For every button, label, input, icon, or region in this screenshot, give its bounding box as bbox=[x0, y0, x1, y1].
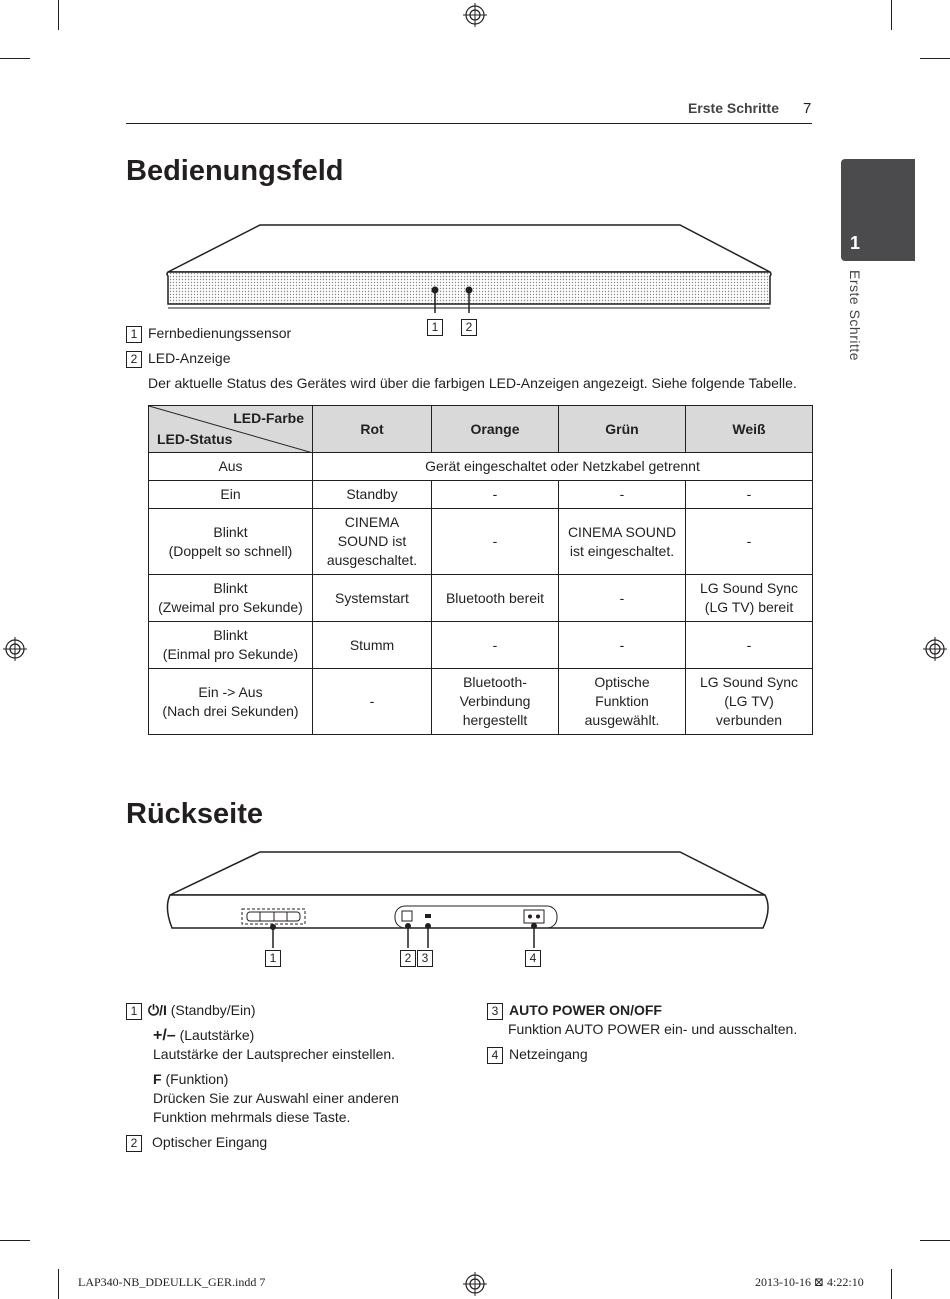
item-label: Netzeingang bbox=[509, 1046, 588, 1062]
cell-line: - bbox=[492, 486, 498, 502]
front-panel-illustration bbox=[160, 218, 780, 313]
value-cell bbox=[686, 509, 813, 575]
item-desc: Drücken Sie zur Auswahl einer anderen bbox=[153, 1090, 399, 1106]
cell-line: Funktion bbox=[595, 693, 649, 709]
status-cell bbox=[149, 481, 313, 509]
cell-line: - bbox=[619, 486, 625, 502]
value-cell bbox=[432, 575, 559, 622]
crop-mark bbox=[891, 1269, 892, 1299]
value-cell bbox=[313, 481, 432, 509]
header-rule bbox=[126, 123, 812, 124]
cell-line: Standby bbox=[346, 486, 398, 502]
footer-datetime: 2013-10-16 ⊠ 4:22:10 bbox=[755, 1275, 864, 1289]
item-label: (Lautstärke) bbox=[179, 1027, 255, 1043]
cell-line: - bbox=[619, 636, 625, 653]
cell-line: - bbox=[492, 533, 498, 549]
cell-line: Verbindung bbox=[459, 693, 531, 709]
merged-cell: Gerät eingeschaltet oder Netzkabel getrennt bbox=[313, 453, 813, 481]
cell-line: ausgewählt. bbox=[584, 712, 660, 728]
item-number-box: 2 bbox=[126, 351, 142, 368]
item-number-box: 4 bbox=[487, 1047, 503, 1064]
status-cell: Aus bbox=[149, 453, 313, 481]
item-label: (Funktion) bbox=[165, 1071, 229, 1087]
cell-line: verbunden bbox=[715, 712, 783, 728]
item-number-box: 3 bbox=[487, 1003, 503, 1020]
crop-mark bbox=[58, 1269, 59, 1299]
value-cell bbox=[559, 481, 686, 509]
crop-mark bbox=[920, 1240, 950, 1241]
value-cell bbox=[432, 509, 559, 575]
value-cell bbox=[559, 622, 686, 669]
panel-item bbox=[126, 325, 291, 343]
column-header: Weiß bbox=[686, 406, 813, 453]
cell-line: - bbox=[619, 589, 625, 606]
cell-line: Stumm bbox=[349, 636, 395, 653]
value-cell bbox=[432, 622, 559, 669]
cell-line: (Doppelt so schnell) bbox=[168, 542, 293, 559]
column-header: Rot bbox=[313, 406, 432, 453]
cell-line: hergestellt bbox=[462, 712, 528, 728]
crop-mark bbox=[0, 1240, 30, 1241]
cell-line: SOUND ist bbox=[337, 533, 407, 549]
value-cell bbox=[559, 575, 686, 622]
item-label: AUTO POWER ON/OFF bbox=[509, 1002, 662, 1018]
volume-symbol-icon: +/– bbox=[153, 1027, 176, 1044]
item-number-box: 1 bbox=[126, 326, 142, 343]
table-row bbox=[149, 669, 813, 735]
page-number: 7 bbox=[803, 100, 812, 117]
cell-line: - bbox=[746, 486, 752, 502]
table-corner-cell bbox=[149, 406, 313, 453]
table-row bbox=[149, 575, 813, 622]
value-cell bbox=[559, 509, 686, 575]
cell-line: LG Sound Sync bbox=[699, 580, 799, 596]
table-row bbox=[149, 622, 813, 669]
cell-line: - bbox=[746, 636, 752, 653]
cell-line: - bbox=[369, 693, 375, 709]
item-desc: Funktion AUTO POWER ein- und ausschalten. bbox=[508, 1021, 798, 1037]
footer-file: LAP340-NB_DDEULLK_GER.indd 7 bbox=[78, 1275, 266, 1289]
item-label: Fernbedienungssensor bbox=[148, 325, 292, 341]
cell-line: (LG TV) bbox=[724, 693, 774, 709]
cell-line: (Zweimal pro Sekunde) bbox=[158, 599, 303, 615]
callout-label: 2 3 bbox=[400, 949, 439, 967]
cell-line: Bluetooth bereit bbox=[445, 589, 545, 606]
cell-line: ist eingeschaltet. bbox=[569, 542, 675, 559]
cell-line: Blinkt bbox=[213, 523, 248, 540]
item-label: (Standby/Ein) bbox=[170, 1002, 256, 1018]
value-cell bbox=[313, 509, 432, 575]
item-desc: Lautstärke der Lautsprecher einstellen. bbox=[153, 1046, 396, 1062]
section-title-rear: Rückseite bbox=[126, 798, 264, 830]
cell-line: (Einmal pro Sekunde) bbox=[162, 646, 299, 662]
cell-line: CINEMA bbox=[344, 514, 400, 530]
cell-line: Blinkt bbox=[213, 580, 248, 596]
item-number-box: 2 bbox=[126, 1135, 142, 1152]
value-cell bbox=[686, 622, 813, 669]
status-cell bbox=[149, 622, 313, 669]
value-cell bbox=[686, 575, 813, 622]
value-cell bbox=[313, 575, 432, 622]
value-cell bbox=[432, 669, 559, 735]
item-number-box: 1 bbox=[126, 1003, 142, 1020]
registration-mark-icon bbox=[3, 637, 27, 661]
status-cell bbox=[149, 509, 313, 575]
cell-line: CINEMA SOUND bbox=[567, 523, 677, 540]
value-cell bbox=[686, 481, 813, 509]
rear-panel-illustration bbox=[160, 848, 775, 948]
cell-line: Optische bbox=[594, 674, 650, 690]
crop-mark bbox=[58, 0, 59, 30]
cell-line: Blinkt bbox=[213, 627, 248, 643]
callout-label: 2 bbox=[461, 318, 483, 336]
table-row bbox=[149, 453, 813, 481]
chapter-tab-number: 1 bbox=[850, 233, 861, 253]
value-cell bbox=[559, 669, 686, 735]
table-header-row bbox=[149, 406, 813, 453]
value-cell bbox=[313, 622, 432, 669]
power-symbol-icon: ⏻/I bbox=[148, 1002, 167, 1018]
crop-mark bbox=[920, 58, 950, 59]
cell-line: ausgeschaltet. bbox=[326, 552, 418, 568]
value-cell bbox=[686, 669, 813, 735]
callout-label: 4 bbox=[525, 949, 547, 967]
led-status-table bbox=[148, 405, 813, 735]
function-key: F bbox=[153, 1071, 162, 1087]
header-section-title: Erste Schritte bbox=[687, 100, 779, 116]
crop-mark bbox=[0, 58, 30, 59]
rear-item-4 bbox=[487, 1045, 797, 1064]
cell-line: Bluetooth- bbox=[463, 674, 527, 690]
callout-label: 1 bbox=[265, 949, 287, 967]
item-label: LED-Anzeige bbox=[148, 350, 231, 366]
registration-mark-icon bbox=[923, 637, 947, 661]
item-label: Optischer Eingang bbox=[152, 1134, 268, 1150]
cell-line: Ein -> Aus bbox=[198, 683, 263, 700]
table-row bbox=[149, 481, 813, 509]
panel-item bbox=[126, 350, 231, 368]
section-title-panel: Bedienungsfeld bbox=[126, 155, 344, 187]
crop-mark bbox=[891, 0, 892, 30]
corner-label-color: LED-Farbe bbox=[233, 410, 304, 426]
rear-item-1 bbox=[126, 1001, 399, 1152]
corner-label-status: LED-Status bbox=[157, 431, 233, 447]
cell-line: (Nach drei Sekunden) bbox=[162, 702, 299, 719]
callout-label: 1 bbox=[427, 318, 449, 336]
rear-item-3 bbox=[487, 1001, 797, 1064]
value-cell bbox=[313, 669, 432, 735]
cell-line: - bbox=[746, 533, 752, 549]
column-header: Orange bbox=[432, 406, 559, 453]
table-row bbox=[149, 509, 813, 575]
value-cell bbox=[432, 481, 559, 509]
item-desc: Funktion mehrmals diese Taste. bbox=[153, 1109, 351, 1125]
cell-line: Ein bbox=[220, 486, 241, 502]
registration-mark-icon bbox=[463, 3, 487, 27]
cell-line: Systemstart bbox=[335, 589, 409, 606]
status-cell bbox=[149, 575, 313, 622]
panel-description: Der aktuelle Status des Gerätes wird über die farbigen LED-Anzeigen angezeigt. Siehe folgende Tabelle. bbox=[148, 375, 797, 391]
cell-line: - bbox=[492, 636, 498, 653]
cell-line: (LG TV) bereit bbox=[704, 599, 794, 615]
cell-line: LG Sound Sync bbox=[699, 674, 799, 690]
column-header: Grün bbox=[559, 406, 686, 453]
status-cell bbox=[149, 669, 313, 735]
registration-mark-icon bbox=[463, 1272, 487, 1296]
chapter-tab-label: Erste Schritte bbox=[847, 270, 863, 362]
